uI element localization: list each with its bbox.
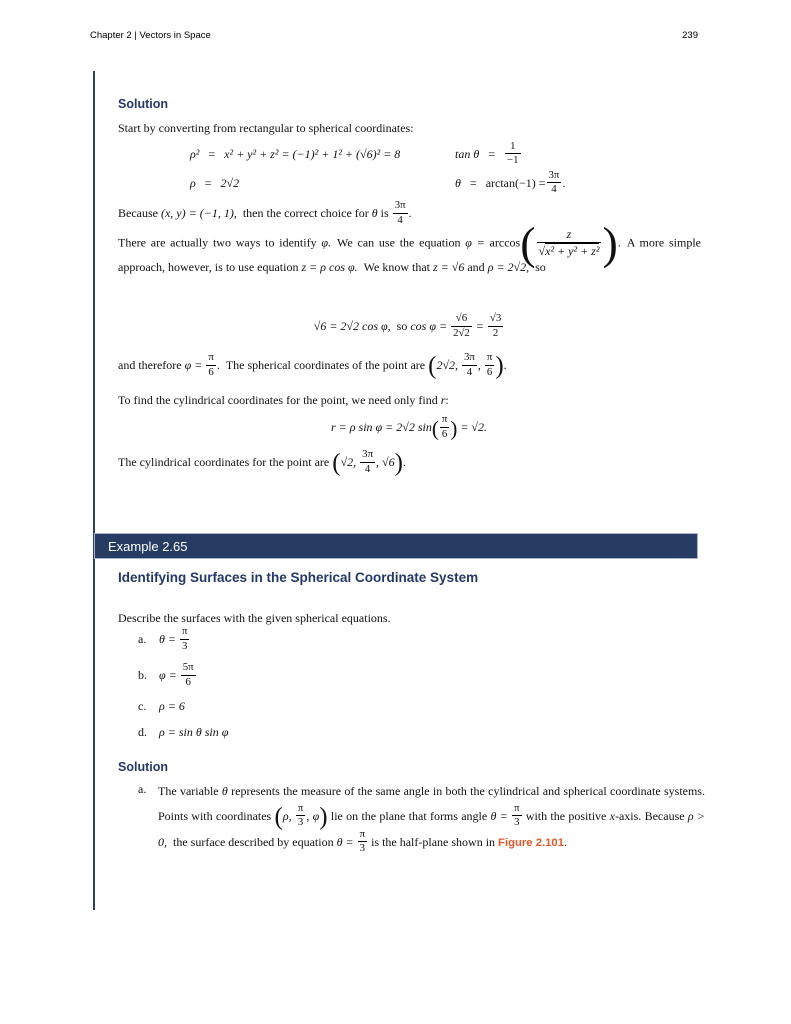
text-run: There are actually two ways to identify — [118, 235, 322, 250]
list-item-b — [138, 660, 197, 690]
chapter-title: Chapter 2 | Vectors in Space — [90, 30, 211, 41]
equation-system — [118, 140, 700, 200]
fraction-denominator: 6 — [206, 365, 215, 378]
example-banner-label: Example 2.65 — [108, 538, 188, 554]
text-run: We know that — [357, 260, 433, 275]
fraction-numerator: π — [514, 801, 520, 814]
math-run: 2√2 — [220, 176, 240, 190]
text-run: . — [402, 455, 406, 469]
math-run: x — [609, 808, 615, 823]
fraction-denominator: 3 — [180, 639, 189, 652]
math-run: ρ = 6 — [159, 699, 185, 713]
text-run: represents the measure of the same angle in both the cylindrical and spherical coordinate systems. Points with coordinates — [158, 784, 705, 823]
right-paren: ) — [495, 352, 504, 380]
fraction — [393, 200, 408, 226]
math-run: x² + y² + z² = (−1)² + 1² + (√6)² = 8 — [224, 147, 401, 161]
text-run: the surface described by equation — [167, 834, 337, 849]
fraction-numerator: 3π — [548, 168, 560, 181]
text-run: . — [563, 834, 567, 849]
math-run: tan θ — [455, 147, 480, 161]
fraction-numerator: π — [297, 801, 304, 814]
math-run: , — [477, 358, 484, 372]
text-run: We can use the equation — [331, 235, 466, 250]
text-run: Describe the surfaces with the given spherical equations. — [118, 611, 391, 625]
list-label: b. — [138, 668, 147, 682]
sin-argument — [431, 413, 458, 441]
fraction-denominator: 4 — [393, 213, 408, 226]
text-run: with the positive — [522, 808, 610, 823]
equation-row — [455, 140, 565, 169]
text-run: . — [503, 358, 507, 372]
equals-sign: = — [488, 147, 496, 161]
fraction-numerator: π — [441, 413, 448, 426]
fraction-numerator: 1 — [510, 139, 516, 152]
fraction-numerator: π — [182, 625, 188, 638]
radicand: x² + y² + z² — [545, 243, 600, 258]
math-run: φ = — [159, 668, 180, 682]
math-run: √2, — [340, 455, 360, 469]
math-run: r — [440, 393, 446, 407]
math-run: cos φ = — [410, 319, 451, 333]
text-run: : — [445, 393, 449, 407]
fraction-denominator: 4 — [547, 182, 562, 195]
display-equation-cos — [118, 310, 700, 342]
math-run: θ — [455, 176, 461, 190]
fraction — [451, 313, 472, 339]
fraction — [296, 803, 305, 829]
para-find-r — [118, 391, 700, 409]
fraction-denominator: 4 — [462, 365, 477, 378]
text-run: The variable — [158, 784, 222, 798]
fraction — [440, 414, 449, 440]
fraction-denominator — [537, 242, 602, 258]
fraction-denominator: 3 — [296, 815, 305, 828]
right-paren: ) — [319, 802, 328, 830]
fraction-denominator: −1 — [507, 154, 519, 166]
fraction-numerator: π — [359, 828, 366, 840]
left-paren: ( — [520, 217, 536, 269]
fraction — [505, 141, 521, 167]
math-run: 2√2, — [436, 358, 462, 372]
text-run: and therefore — [118, 358, 185, 372]
text-run: and — [464, 260, 488, 275]
math-run: z = √6 — [433, 260, 465, 275]
math-run: φ. — [321, 235, 332, 250]
text-run: . — [408, 206, 412, 220]
fraction-denominator: 2 — [488, 326, 503, 339]
text-run: Start by converting from rectangular to spherical coordinates: — [118, 121, 414, 135]
fraction — [206, 352, 215, 378]
left-paren: ( — [431, 416, 439, 441]
left-paren: ( — [332, 449, 341, 477]
right-paren: ) — [394, 449, 403, 477]
math-run: arctan(−1) = — [485, 176, 546, 190]
math-run: θ = — [336, 834, 357, 849]
solution2-item-a — [158, 779, 705, 856]
fraction-numerator: 3π — [464, 351, 475, 364]
para-two-ways — [118, 217, 701, 277]
equals-sign: = — [208, 147, 216, 161]
fraction-denominator: 6 — [181, 675, 196, 688]
text-run: To find the cylindrical coordinates for the point, we need only find — [118, 393, 441, 407]
fraction — [462, 352, 477, 378]
math-run: θ — [371, 206, 378, 220]
fraction — [547, 170, 562, 196]
fraction-denominator: 4 — [360, 462, 375, 475]
fraction — [537, 228, 602, 257]
example-banner — [94, 533, 698, 559]
fraction-numerator: 3π — [394, 199, 406, 212]
figure-reference-link[interactable]: Figure 2.101 — [498, 836, 564, 849]
text-run: . The spherical coordinates of the point are — [216, 358, 429, 372]
math-run: ρ² — [190, 147, 200, 161]
fraction-numerator: √6 — [455, 312, 468, 325]
math-run: θ = — [490, 808, 512, 823]
equation-row — [190, 169, 400, 198]
fraction-denominator: 2√2 — [453, 326, 470, 339]
list-label: a. — [138, 782, 147, 796]
text-run: then the correct choice for — [236, 206, 372, 220]
text-run: so — [390, 319, 411, 333]
list-label: c. — [138, 699, 147, 713]
equals-sign: = — [204, 176, 212, 190]
example-title: Identifying Surfaces in the Spherical Coordinate System — [118, 570, 479, 585]
fraction — [512, 803, 521, 829]
coordinates-tuple — [274, 801, 328, 830]
fraction — [360, 449, 375, 475]
fraction-denominator: 6 — [440, 427, 449, 440]
para-therefore — [118, 352, 700, 379]
fraction-numerator: z — [566, 227, 572, 241]
fraction-denominator: 6 — [485, 365, 494, 378]
equation-column-right — [455, 140, 565, 198]
math-run: , φ — [306, 808, 320, 823]
math-run: ρ = sin θ sin φ — [159, 725, 229, 739]
fraction-denominator: 3 — [358, 841, 367, 854]
solution-heading-2: Solution — [118, 760, 168, 774]
right-paren: ) — [602, 217, 618, 269]
text-run: is — [377, 206, 392, 220]
fraction — [181, 662, 196, 688]
text-run: The cylindrical coordinates for the point are — [118, 455, 333, 469]
math-run: , √6 — [376, 455, 395, 469]
fraction-denominator: 3 — [512, 815, 521, 828]
text-run: so — [529, 260, 546, 275]
text-run: lie on the plane that forms angle — [327, 808, 491, 823]
list-label: d. — [138, 725, 147, 739]
list-label: a. — [138, 632, 147, 646]
math-run: = √2. — [457, 420, 487, 434]
fraction-numerator: √3 — [489, 312, 502, 325]
math-run: φ = — [465, 235, 490, 250]
equals-sign: = — [469, 176, 477, 190]
math-run: = — [472, 319, 487, 333]
solution-heading-1: Solution — [118, 97, 168, 111]
list-item-c — [138, 699, 185, 714]
fraction-numerator: 5π — [182, 661, 194, 674]
right-paren: ) — [450, 416, 458, 441]
text-run: Because — [118, 206, 161, 220]
math-run: z = ρ cos φ. — [301, 260, 358, 275]
math-run: √6 = 2√2 cos φ, — [313, 319, 391, 333]
list-item-a — [138, 624, 190, 654]
math-run: θ — [221, 784, 228, 798]
math-run: ρ > 0, — [158, 808, 706, 849]
fraction — [180, 626, 189, 652]
math-run: θ = — [159, 632, 179, 646]
fraction — [358, 829, 367, 855]
text-run: . A more simple approach, however, is to use equation — [118, 235, 701, 275]
math-run: ρ, — [282, 808, 295, 823]
text-run: is the half-plane shown in — [368, 834, 499, 849]
text-run: . — [562, 176, 566, 190]
solution-intro — [118, 119, 700, 137]
section-rule — [93, 71, 95, 910]
equation-row — [455, 169, 565, 198]
display-equation-r — [118, 412, 700, 442]
equation-row — [190, 140, 400, 169]
radical-sign: √ — [538, 243, 546, 258]
fraction — [488, 313, 503, 339]
equation-column-left — [190, 140, 400, 198]
example-prompt — [118, 609, 700, 627]
page-number: 239 — [682, 30, 698, 41]
page-header — [90, 30, 698, 41]
fraction — [485, 352, 494, 378]
math-run: ρ — [190, 176, 196, 190]
fraction-numerator: π — [208, 351, 214, 364]
math-run: (x, y) = (−1, 1), — [160, 206, 237, 220]
left-paren: ( — [428, 352, 437, 380]
function-name: arccos — [489, 235, 521, 250]
left-paren: ( — [274, 802, 283, 830]
text-run: -axis. Because — [614, 808, 688, 823]
fraction-numerator: 3π — [362, 448, 374, 461]
math-run: r = ρ sin φ = 2√2 sin — [331, 420, 432, 434]
list-item-d — [138, 725, 228, 740]
math-run: φ = — [184, 358, 206, 372]
fraction-numerator: π — [486, 351, 493, 364]
para-cylindrical — [118, 448, 700, 476]
math-run: ρ = 2√2, — [487, 260, 530, 275]
